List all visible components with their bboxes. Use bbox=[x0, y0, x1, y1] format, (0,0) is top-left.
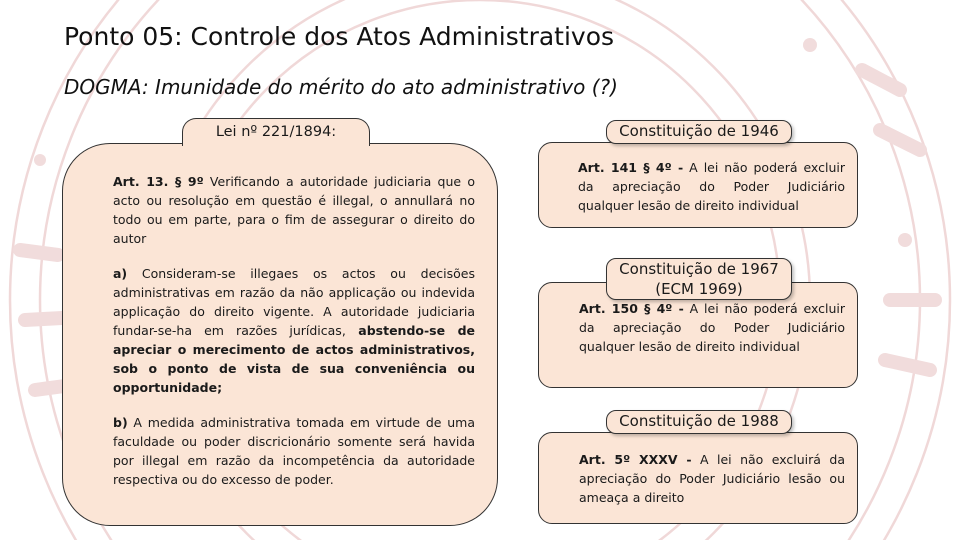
c1988-paragraph bbox=[579, 450, 845, 507]
lei-221-1894-label: Lei nº 221/1894: bbox=[182, 118, 370, 146]
constituicao-1967-label bbox=[606, 258, 792, 300]
c1967-label-line1: Constituição de 1967 bbox=[619, 260, 779, 278]
c1967-ref: Art. 150 § 4º - bbox=[579, 301, 684, 316]
lei-art13-text: Verificando a autoridade judiciaria que o acto ou resolução em questão é illegal, o annullará no todo ou em parte, para o fim de assegurar o direito do autor bbox=[113, 174, 475, 246]
lei-item-b-text: A medida administrativa tomada em virtude de uma faculdade ou poder discricionário somente será havida por illegal em razão da incompetência da autoridade respectiva ou do excesso de poder. bbox=[113, 415, 475, 487]
c1946-paragraph bbox=[551, 158, 845, 215]
c1988-ref: Art. 5º XXXV - bbox=[579, 452, 692, 467]
c1988-text: A lei não excluirá da apreciação do Poder Judiciário lesão ou ameaça a direito bbox=[579, 452, 845, 505]
lei-art13-ref: Art. 13. § 9º bbox=[113, 174, 204, 189]
lei-item-a-text: Consideram-se illegaes os actos ou decisões administrativas em razão da não applicação ou indevida applicação do direito vigente. A autoridade judiciaria fundar-se-ha em razões jurídicas, bbox=[113, 266, 475, 338]
lei-item-b-ref: b) bbox=[113, 415, 128, 430]
lei-item-b-paragraph bbox=[113, 413, 475, 489]
page-title: Ponto 05: Controle dos Atos Administrativos bbox=[64, 22, 615, 51]
lei-item-a-emphasis: abstendo-se de apreciar o merecimento de actos administrativos, sob o ponto de vista de sua conveniência ou opportunidade; bbox=[113, 323, 475, 395]
c1967-text: A lei não poderá excluir da apreciação do Poder Judiciário qualquer lesão de direito individual bbox=[579, 301, 846, 354]
constituicao-1988-box bbox=[538, 432, 858, 524]
lei-art13-paragraph bbox=[113, 172, 475, 248]
c1967-paragraph bbox=[579, 299, 845, 356]
lei-item-a-ref: a) bbox=[113, 266, 128, 281]
c1946-ref: Art. 141 § 4º - bbox=[578, 160, 684, 175]
constituicao-1946-label: Constituição de 1946 bbox=[606, 120, 792, 144]
c1967-label-line2: (ECM 1969) bbox=[655, 280, 743, 298]
constituicao-1946-box bbox=[538, 142, 858, 228]
c1946-text: A lei não poderá excluir da apreciação do Poder Judiciário qualquer lesão de direito individual bbox=[578, 160, 845, 213]
lei-item-a-paragraph bbox=[113, 264, 475, 397]
lei-221-1894-box bbox=[62, 143, 498, 526]
constituicao-1988-label: Constituição de 1988 bbox=[606, 410, 792, 434]
page-subtitle: DOGMA: Imunidade do mérito do ato administrativo (?) bbox=[64, 75, 618, 99]
